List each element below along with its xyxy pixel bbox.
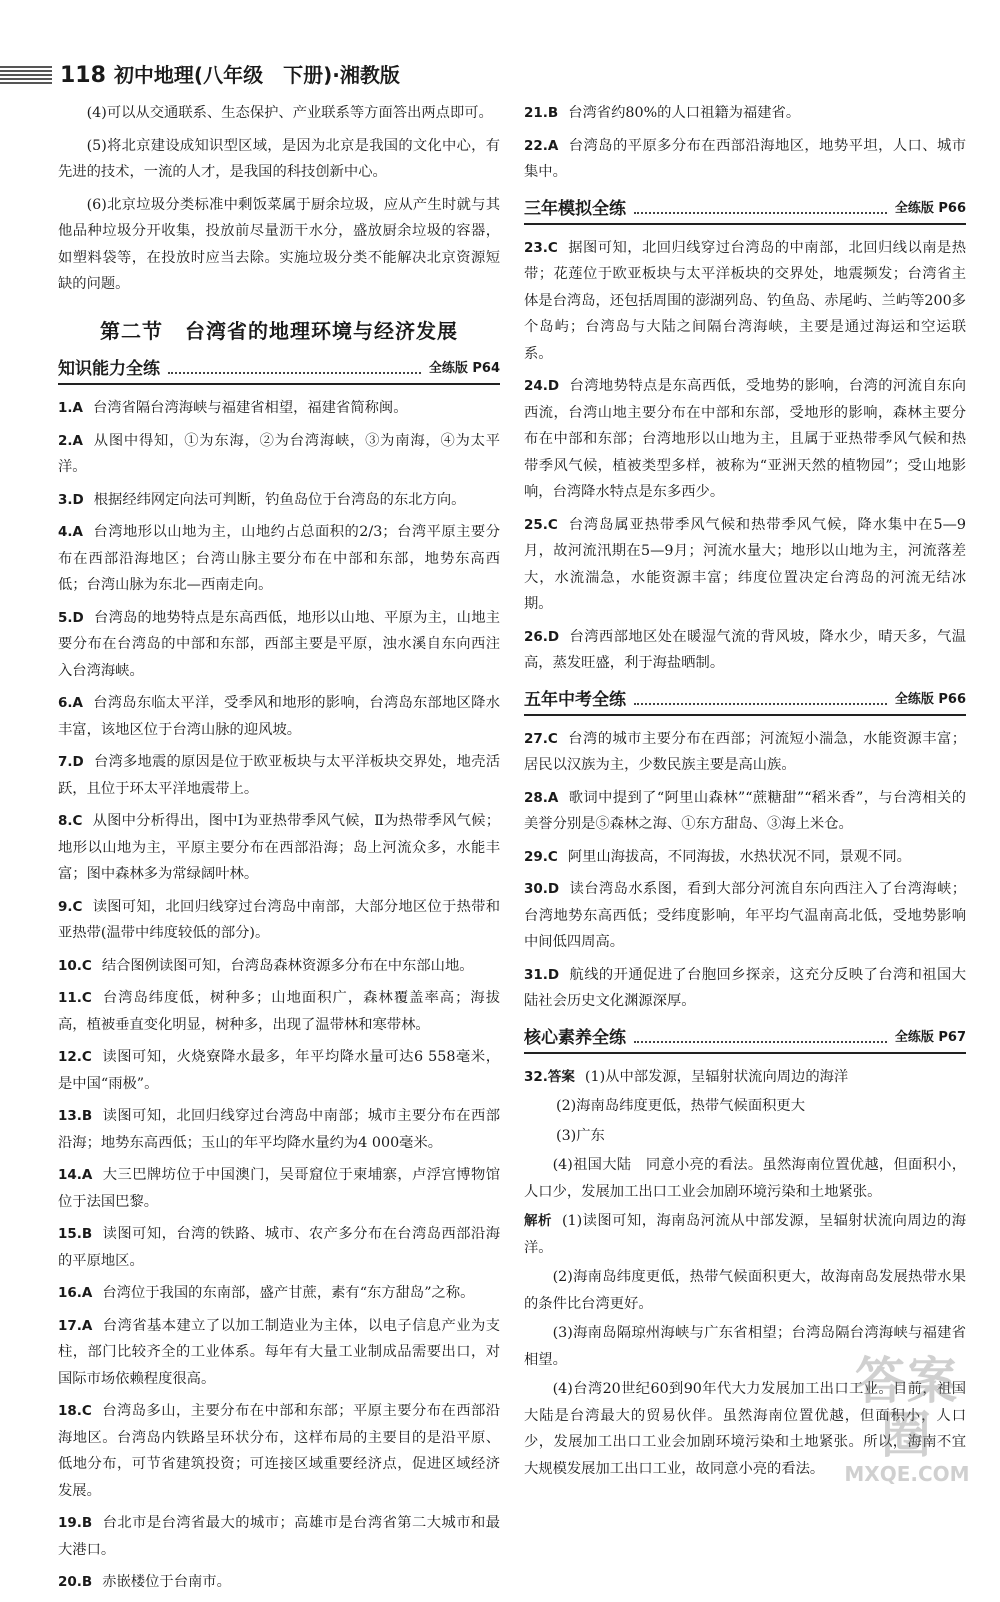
- answer-item: [58, 690, 500, 743]
- answer-number: 12.C: [58, 1049, 92, 1065]
- answer-number: 19.B: [58, 1515, 93, 1531]
- dotted-leader: [634, 703, 887, 705]
- answer-number: 22.A: [524, 137, 559, 154]
- answer-number: 13.B: [58, 1108, 93, 1124]
- answer-text: 读图可知，台湾的铁路、城市、农产多分布在台湾岛西部沿海的平原地区。: [58, 1226, 500, 1269]
- section-heading: [58, 318, 500, 345]
- analysis-part-4: (4)台湾20世纪60到90年代大力发展加工出口工业。目前，祖国大陆是台湾最大的贸易伙伴。虽然海南位置优越，但面积小，人口少，发展加工出口工业会加剧环境污染和土地紧张。所以，海南不宜大规模发展加工出口工业，故同意小亮的看法。: [524, 1381, 966, 1477]
- answer-item: [524, 133, 966, 186]
- answer-item: [58, 519, 500, 599]
- answer-item: [58, 1280, 500, 1307]
- practice-bar-title: 三年模拟全练: [524, 198, 626, 219]
- answer-item: [58, 395, 500, 422]
- section-number: 第二节: [100, 318, 163, 343]
- answer-text: 阿里山海拔高，不同海拔，水热状况不同，景观不同。: [567, 848, 911, 865]
- answer-item: [58, 808, 500, 888]
- practice-bar-knowledge: [58, 358, 500, 385]
- answer-number: 4.A: [58, 524, 83, 540]
- answer-text: 台湾岛的平原多分布在西部沿海地区，地势平坦，人口、城市集中。: [524, 137, 966, 180]
- answer-text: 台湾省基本建立了以加工制造业为主体，以电子信息产业为支柱，部门比较齐全的工业体系。每年有大量工业制成品需要出口，对国际市场依赖程度很高。: [58, 1317, 500, 1387]
- answer-number: 15.B: [58, 1226, 93, 1242]
- intro-paragraph: (6)北京垃圾分类标准中剩饭菜属于厨余垃圾，应从产生时就与其他品种垃圾分开收集，投放前尽量沥干水分，盛放厨余垃圾的容器，如塑料袋等，在投放时应当去除。实施垃圾分类不能解决北京资源短缺的问题。: [58, 196, 500, 292]
- practice-bar-core-literacy: [524, 1027, 966, 1054]
- answer-number: 10.C: [58, 957, 92, 974]
- dotted-leader: [634, 212, 887, 214]
- analysis-part-3: (3)海南岛隔琼州海峡与广东省相望；台湾岛隔台湾海峡与福建省相望。: [524, 1325, 966, 1368]
- answer-number: 11.C: [58, 990, 92, 1006]
- section-title: 台湾省的地理环境与经济发展: [185, 318, 458, 343]
- answer-part-3: (3)广东: [556, 1127, 605, 1144]
- answer-number: 26.D: [524, 628, 560, 645]
- answer-number: 18.C: [58, 1403, 92, 1419]
- answer-text: 台湾岛纬度低，树种多；山地面积广，森林覆盖率高；海拔高，植被垂直变化明显，树种多，出现了温带林和寒带林。: [58, 990, 500, 1033]
- answer-item: [58, 749, 500, 802]
- answer-item: [524, 876, 966, 956]
- answer-item: [524, 624, 966, 677]
- answer-text: 台湾多地震的原因是位于欧亚板块与太平洋板块交界处，地壳活跃，且位于环太平洋地震带上。: [58, 754, 500, 797]
- answer-text: 歌词中提到了“阿里山森林”“蔗糖甜”“稻米香”，与台湾相关的美誉分别是⑤森林之海、①东方甜岛、③海上米仓。: [524, 789, 966, 832]
- answer-part-4: (4)祖国大陆 同意小亮的看法。虽然海南位置优越，但面积小，人口少，发展加工出口工业会加剧环境污染和土地紧张。: [524, 1157, 966, 1200]
- answer-number: 5.D: [58, 609, 84, 626]
- answer-text: 据图可知，北回归线穿过台湾岛的中南部，北回归线以南是热带；花莲位于欧亚板块与太平洋板块的交界处，地震频发；台湾省主体是台湾岛，还包括周围的澎湖列岛、钓鱼岛、赤尾屿、兰屿等200多个岛屿；台湾岛与大陆之间隔台湾海峡，主要是通过海运和空运联系。: [524, 239, 966, 362]
- answer-item: [524, 844, 966, 871]
- answer-item: [524, 512, 966, 618]
- answer-text: 从图中分析得出，图中Ⅰ为亚热带季风气候，Ⅱ为热带季风气候；地形以山地为主，平原主要分布在西部沿海；岛上河流众多，水能丰富；图中森林多为常绿阔叶林。: [58, 813, 500, 882]
- answer-item: [58, 428, 500, 481]
- answer-item: [524, 100, 966, 127]
- answer-part-1: (1)从中部发源，呈辐射状流向周边的海洋: [584, 1068, 849, 1085]
- answer-item: [524, 1064, 966, 1091]
- answer-label: 32.答案: [524, 1068, 575, 1085]
- answer-number: 1.A: [58, 400, 83, 416]
- answer-item: [58, 605, 500, 685]
- analysis-item: [524, 1208, 966, 1261]
- answer-text: 读图可知，北回归线穿过台湾岛中南部；城市主要分布在西部沿海；地势东高西低；玉山的年平均降水量约为4 000毫米。: [58, 1108, 500, 1151]
- answer-text: 台湾的城市主要分布在西部；河流短小湍急，水能资源丰富；居民以汉族为主，少数民族主要是高山族。: [524, 730, 966, 773]
- answer-text: 读台湾岛水系图，看到大部分河流自东向西注入了台湾海峡；台湾地势东高西低；受纬度影响，年平均气温南高北低，受地势影响中间低四周高。: [524, 881, 966, 950]
- answer-text: 读图可知，火烧寮降水最多，年平均降水量可达6 558毫米，是中国“雨极”。: [58, 1049, 500, 1092]
- answer-number: 23.C: [524, 239, 558, 256]
- book-title: 初中地理(八年级 下册)·湘教版: [113, 63, 400, 87]
- practice-bar-title: 五年中考全练: [524, 689, 626, 710]
- header-decoration-lines: [0, 66, 52, 84]
- answer-number: 24.D: [524, 378, 560, 394]
- dotted-leader: [168, 372, 421, 374]
- answer-number: 21.B: [524, 105, 559, 121]
- answer-item: [58, 894, 500, 947]
- practice-bar-title: 核心素养全练: [524, 1027, 626, 1048]
- answer-number: 14.A: [58, 1167, 93, 1183]
- answer-item: [58, 1569, 500, 1596]
- intro-paragraph: (5)将北京建设成知识型区域，是因为北京是我国的文化中心，有先进的技术，一流的人才，是我国的科技创新中心。: [58, 137, 500, 180]
- practice-bar-ref: 全练版 P66: [894, 200, 966, 216]
- left-column: [58, 100, 500, 1602]
- answer-text: 结合图例读图可知，台湾岛森林资源多分布在中东部山地。: [101, 957, 474, 974]
- answer-item: [58, 1162, 500, 1215]
- answer-item: [524, 962, 966, 1015]
- answer-number: 17.A: [58, 1317, 93, 1334]
- answer-text: 台湾岛的地势特点是东高西低，地形以山地、平原为主，山地主要分布在台湾岛的中部和东部，西部主要是平原，浊水溪自东向西注入台湾海峡。: [58, 609, 500, 679]
- answer-text: 大三巴牌坊位于中国澳门，吴哥窟位于柬埔寨，卢浮宫博物馆位于法国巴黎。: [58, 1167, 500, 1210]
- answer-number: 7.D: [58, 754, 84, 770]
- page-number: 118: [60, 63, 106, 88]
- answer-text: 根据经纬网定向法可判断，钓鱼岛位于台湾岛的东北方向。: [93, 491, 466, 508]
- answer-item: [58, 985, 500, 1038]
- practice-bar-ref: 全练版 P67: [894, 1029, 966, 1045]
- practice-bar-ref: 全练版 P66: [894, 691, 966, 707]
- answer-item: [524, 785, 966, 838]
- answer-number: 25.C: [524, 516, 558, 533]
- answer-item: [58, 487, 500, 514]
- answer-item: [524, 235, 966, 368]
- analysis-part-1: (1)读图可知，海南岛河流从中部发源，呈辐射状流向周边的海洋。: [524, 1213, 967, 1256]
- watermark-text: 答案圈: [855, 1352, 959, 1464]
- analysis-part-2: (2)海南岛纬度更低，热带气候面积更大，故海南岛发展热带水果的条件比台湾更好。: [524, 1269, 966, 1312]
- answer-list-left: [58, 395, 500, 1596]
- practice-bar-ref: 全练版 P64: [428, 361, 500, 376]
- answer-text: 读图可知，北回归线穿过台湾岛中南部，大部分地区位于热带和亚热带(温带中纬度较低的部分)。: [58, 898, 500, 941]
- answer-item: [58, 953, 500, 980]
- answer-text: 台湾省隔台湾海峡与福建省相望，福建省简称闽。: [92, 400, 408, 416]
- dotted-leader: [634, 1041, 887, 1043]
- watermark-url: MXQE.COM: [844, 1462, 970, 1486]
- answer-item: [58, 1103, 500, 1156]
- answer-text: 台湾地形以山地为主，山地约占总面积的2/3；台湾平原主要分布在西部沿海地区；台湾山脉主要分布在中部和东部，地势东高西低；台湾山脉为东北—西南走向。: [58, 524, 500, 593]
- answer-item: [524, 726, 966, 779]
- answer-text: 台湾地势特点是东高西低，受地势的影响，台湾的河流自东向西流，台湾山地主要分布在中部和东部，受地形的影响，森林主要分布在中部和东部；台湾地形以山地为主，且属于亚热带季风气候和热带季风气候，植被类型多样，被称为“亚洲天然的植物园”；受山地影响，台湾降水特点是东多西少。: [524, 378, 966, 500]
- answer-number: 28.A: [524, 789, 559, 806]
- practice-bar-title: 知识能力全练: [58, 359, 160, 379]
- analysis-label: 解析: [524, 1213, 552, 1229]
- answer-number: 8.C: [58, 813, 83, 829]
- answer-text: 台湾岛属亚热带季风气候和热带季风气候，降水集中在5—9月，故河流汛期在5—9月；河流水量大；地形以山地为主，河流落差大，水流湍急，水能资源丰富；纬度位置决定台湾岛的河流无结冰期。: [524, 516, 966, 612]
- answer-number: 29.C: [524, 848, 558, 865]
- answer-number: 3.D: [58, 491, 84, 508]
- practice-bar-three-year: [524, 198, 966, 225]
- answer-item: [58, 1313, 500, 1393]
- answer-number: 31.D: [524, 966, 560, 983]
- answer-item: [58, 1044, 500, 1097]
- answer-text: 台湾岛东临太平洋，受季风和地形的影响，台湾岛东部地区降水丰富，该地区位于台湾山脉的迎风坡。: [58, 695, 500, 738]
- answer-item: [58, 1221, 500, 1274]
- answer-number: 16.A: [58, 1285, 93, 1301]
- answer-part-2: (2)海南岛纬度更低，热带气候面积更大: [556, 1098, 805, 1114]
- practice-bar-five-year: [524, 689, 966, 716]
- answer-text: 台湾西部地区处在暖湿气流的背风坡，降水少，晴天多，气温高，蒸发旺盛，利于海盐晒制。: [524, 628, 966, 671]
- right-column: [524, 100, 966, 1485]
- intro-paragraph: (4)可以从交通联系、生态保护、产业联系等方面答出两点即可。: [86, 105, 493, 121]
- answer-number: 9.C: [58, 898, 83, 915]
- answer-item: [58, 1398, 500, 1504]
- watermark-logo: [832, 1352, 982, 1486]
- answer-number: 20.B: [58, 1574, 93, 1590]
- answer-number: 6.A: [58, 695, 83, 711]
- answer-text: 台北市是台湾省最大的城市；高雄市是台湾省第二大城市和最大港口。: [58, 1515, 500, 1558]
- answer-text: 台湾位于我国的东南部，盛产甘蔗，素有“东方甜岛”之称。: [102, 1285, 475, 1301]
- page-header: [0, 60, 480, 92]
- answer-text: 赤嵌楼位于台南市。: [102, 1574, 231, 1590]
- answer-number: 27.C: [524, 730, 558, 747]
- answer-number: 2.A: [58, 432, 83, 449]
- answer-text: 从图中得知，①为东海，②为台湾海峡，③为南海，④为太平洋。: [58, 432, 500, 475]
- answer-text: 航线的开通促进了台胞回乡探亲，这充分反映了台湾和祖国大陆社会历史文化渊源深厚。: [524, 966, 966, 1009]
- answer-text: 台湾省约80%的人口祖籍为福建省。: [568, 105, 801, 121]
- answer-number: 30.D: [524, 881, 560, 897]
- answer-item: [524, 373, 966, 506]
- answer-item: [58, 1510, 500, 1563]
- answer-text: 台湾岛多山，主要分布在中部和东部；平原主要分布在西部沿海地区。台湾岛内铁路呈环状分布，这样布局的主要目的是沿平原、低地分布，可节省建筑投资；可连接区域重要经济点，促进区域经济发展。: [58, 1403, 500, 1499]
